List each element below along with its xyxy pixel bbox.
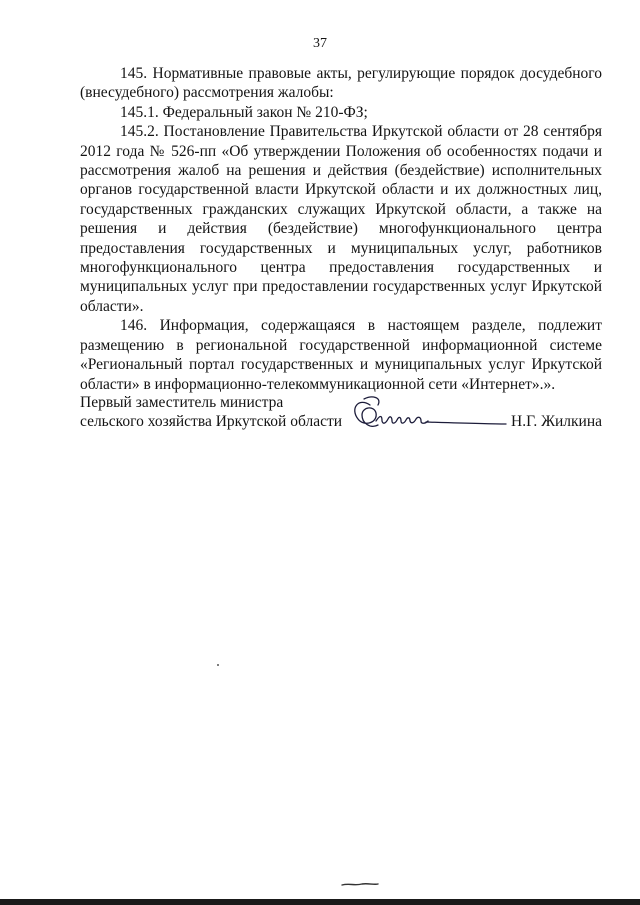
signature-block xyxy=(80,393,602,441)
scan-artifact-mark xyxy=(340,880,380,888)
scan-speck xyxy=(217,664,219,666)
scan-bottom-edge xyxy=(0,899,640,905)
paragraph-145-2: 145.2. Постановление Правительства Иркутской области от 28 сентября 2012 года № 526-пп «Об утверждении Положения об особенностях подачи и рассмотрения жалоб на решения и действия (бездействие) исполнительных органов государственной власти Иркутской области и их должностных лиц, государственных гражданских служащих Иркутской области, а также на решения и действия (бездействие) многофункционального центра предоставления государственных и муниципальных услуг, работников многофункционального центра предоставления государственных и муниципальных услуг при предоставлении государственных услуг Иркутской области». xyxy=(80,123,602,315)
document-body xyxy=(80,64,602,394)
page-number: 37 xyxy=(313,36,327,51)
paragraph-145: 145. Нормативные правовые акты, регулирующие порядок досудебного (внесудебного) рассмотрения жалобы: xyxy=(80,65,602,102)
paragraph-146: 146. Информация, содержащаяся в настоящем разделе, подлежит размещению в региональной государственной информационной системе «Региональный портал государственных и муниципальных услуг Иркутской области» в информационно-телекоммуникационной сети «Интернет».». xyxy=(80,317,602,393)
handwritten-signature xyxy=(348,393,508,435)
signatory-title-line1: Первый заместитель министра xyxy=(80,394,284,411)
signatory-title-line2: сельского хозяйства Иркутской области xyxy=(80,413,343,430)
paragraph-145-1: 145.1. Федеральный закон № 210-ФЗ; xyxy=(120,103,368,121)
signatory-name: Н.Г. Жилкина xyxy=(511,413,602,430)
